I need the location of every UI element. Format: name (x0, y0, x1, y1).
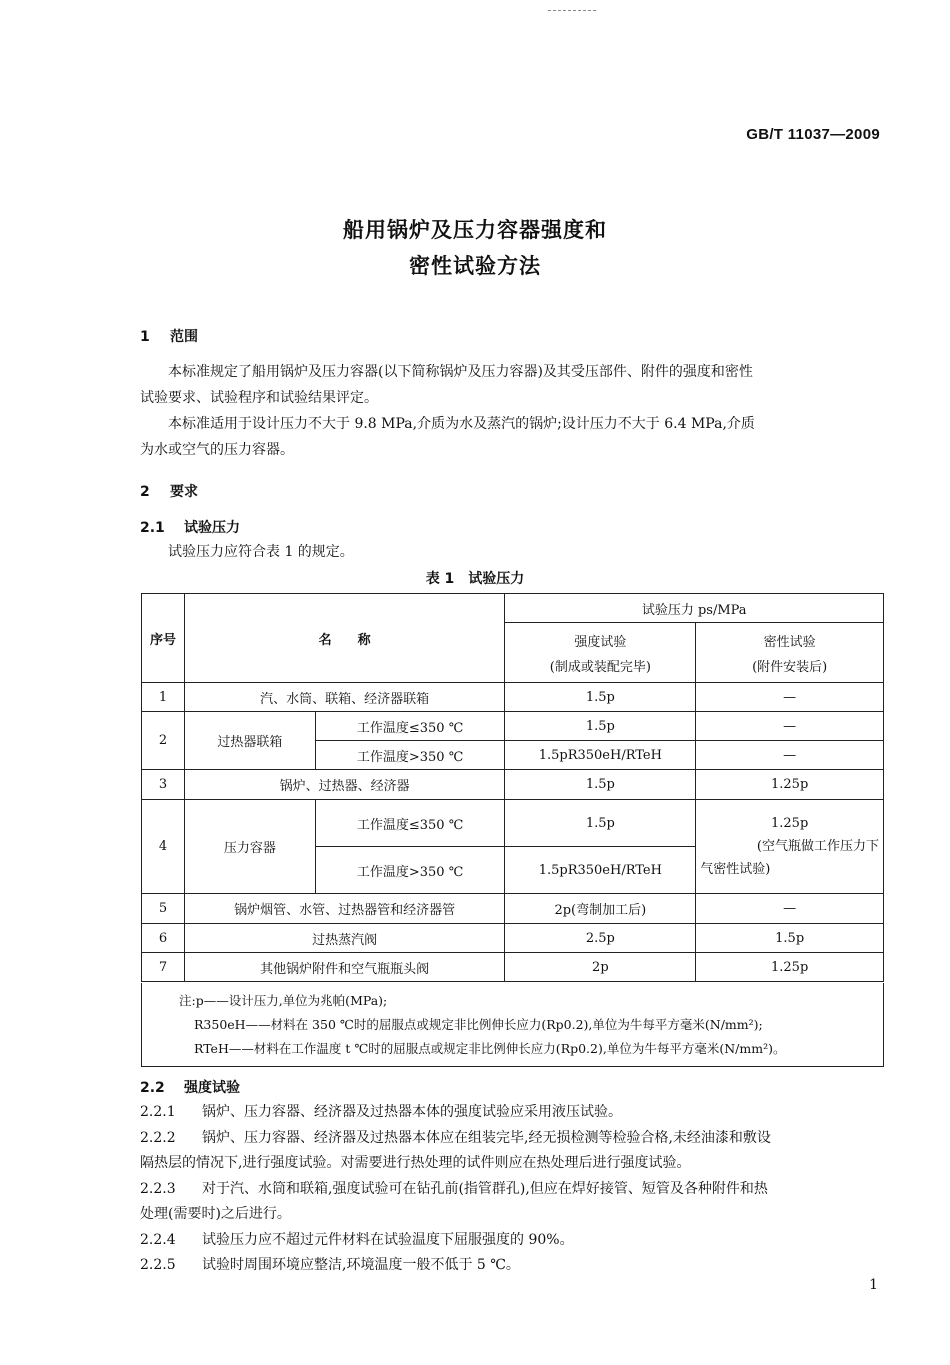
clause-2-2-3: 2.2.3 对于汽、水筒和联箱,强度试验可在钻孔前(指管群孔),但应在焊好接管、短管及各种附件和热 (140, 1181, 768, 1197)
standard-number: GB/T 11037—2009 (746, 126, 880, 143)
scan-mark (548, 2, 596, 11)
header-tightness: 密性试验 (附件安装后) (696, 623, 884, 683)
clause-2-2-2-cont: 隔热层的情况下,进行强度试验。对需要进行热处理的试件则应在热处理后进行强度试验。 (140, 1155, 691, 1171)
header-test-pressure: 试验压力 ps/MPa (505, 594, 884, 623)
section-1-para2-line1: 本标准适用于设计压力不大于 9.8 MPa,介质为水及蒸汽的锅炉;设计压力不大于 6.4 MPa,介质 (168, 416, 755, 432)
note-p: 注:p——设计压力,单位为兆帕(MPa); (179, 993, 388, 1008)
section-2-2-heading: 2.2 强度试验 (140, 1080, 240, 1096)
note-r350: R350eH——材料在 350 ℃时的屈服点或规定非比例伸长应力(Rp0.2),单位为牛每平方毫米(N/mm²); (194, 1017, 763, 1032)
header-no: 序号 (142, 594, 185, 683)
clause-2-2-4: 2.2.4 试验压力应不超过元件材料在试验温度下屈服强度的 90%。 (140, 1232, 574, 1248)
section-1-heading: 1 范围 (140, 329, 198, 345)
clause-2-2-2: 2.2.2 锅炉、压力容器、经济器及过热器本体应在组装完毕,经无损检测等检验合格,未经油漆和敷设 (140, 1130, 771, 1146)
document-title-line1: 船用锅炉及压力容器强度和 (343, 218, 607, 242)
clause-2-2-5: 2.2.5 试验时周围环境应整洁,环境温度一般不低于 5 ℃。 (140, 1257, 520, 1273)
test-pressure-table (141, 593, 884, 982)
table-row: 3 锅炉、过热器、经济器 1.5p 1.25p (142, 770, 884, 800)
section-2-heading: 2 要求 (140, 484, 198, 500)
section-1-para2-line2: 为水或空气的压力容器。 (140, 442, 294, 458)
section-1-para1-line2: 试验要求、试验程序和试验结果评定。 (140, 390, 378, 406)
section-2-1-heading: 2.1 试验压力 (140, 520, 240, 536)
table-row: 工作温度>350 ℃ 1.5pR350eH/RTeH (142, 847, 884, 894)
section-2-1-text: 试验压力应符合表 1 的规定。 (168, 544, 354, 560)
header-name: 名 称 (184, 594, 504, 683)
header-strength: 强度试验 (制成或装配完毕) (505, 623, 696, 683)
table-row: 4 压力容器 工作温度≤350 ℃ 1.5p 1.25p (空气瓶做工作压力下 气密性试验) (142, 800, 884, 847)
table-row: 1 汽、水筒、联箱、经济器联箱 1.5p — (142, 683, 884, 712)
table-row: 5 锅炉烟管、水管、过热器管和经济器管 2p(弯制加工后) — (142, 894, 884, 924)
clause-2-2-3-cont: 处理(需要时)之后进行。 (140, 1206, 291, 1222)
document-title-line2: 密性试验方法 (409, 254, 541, 278)
page-number: 1 (869, 1277, 878, 1293)
note-rt: RTeH——材料在工作温度 t ℃时的屈服点或规定非比例伸长应力(Rp0.2),单位为牛每平方毫米(N/mm²)。 (194, 1041, 786, 1056)
table-row: 工作温度>350 ℃ 1.5pR350eH/RTeH — (142, 741, 884, 770)
section-1-para1-line1: 本标准规定了船用锅炉及压力容器(以下简称锅炉及压力容器)及其受压部件、附件的强度和密性 (168, 364, 753, 380)
clause-2-2-1: 2.2.1 锅炉、压力容器、经济器及过热器本体的强度试验应采用液压试验。 (140, 1104, 622, 1120)
table-caption: 表 1 试验压力 (425, 571, 525, 587)
table-notes (141, 983, 884, 1067)
table-row: 7 其他锅炉附件和空气瓶瓶头阀 2p 1.25p (142, 953, 884, 982)
table-row: 6 过热蒸汽阀 2.5p 1.5p (142, 924, 884, 953)
table-row: 2 过热器联箱 工作温度≤350 ℃ 1.5p — (142, 712, 884, 741)
